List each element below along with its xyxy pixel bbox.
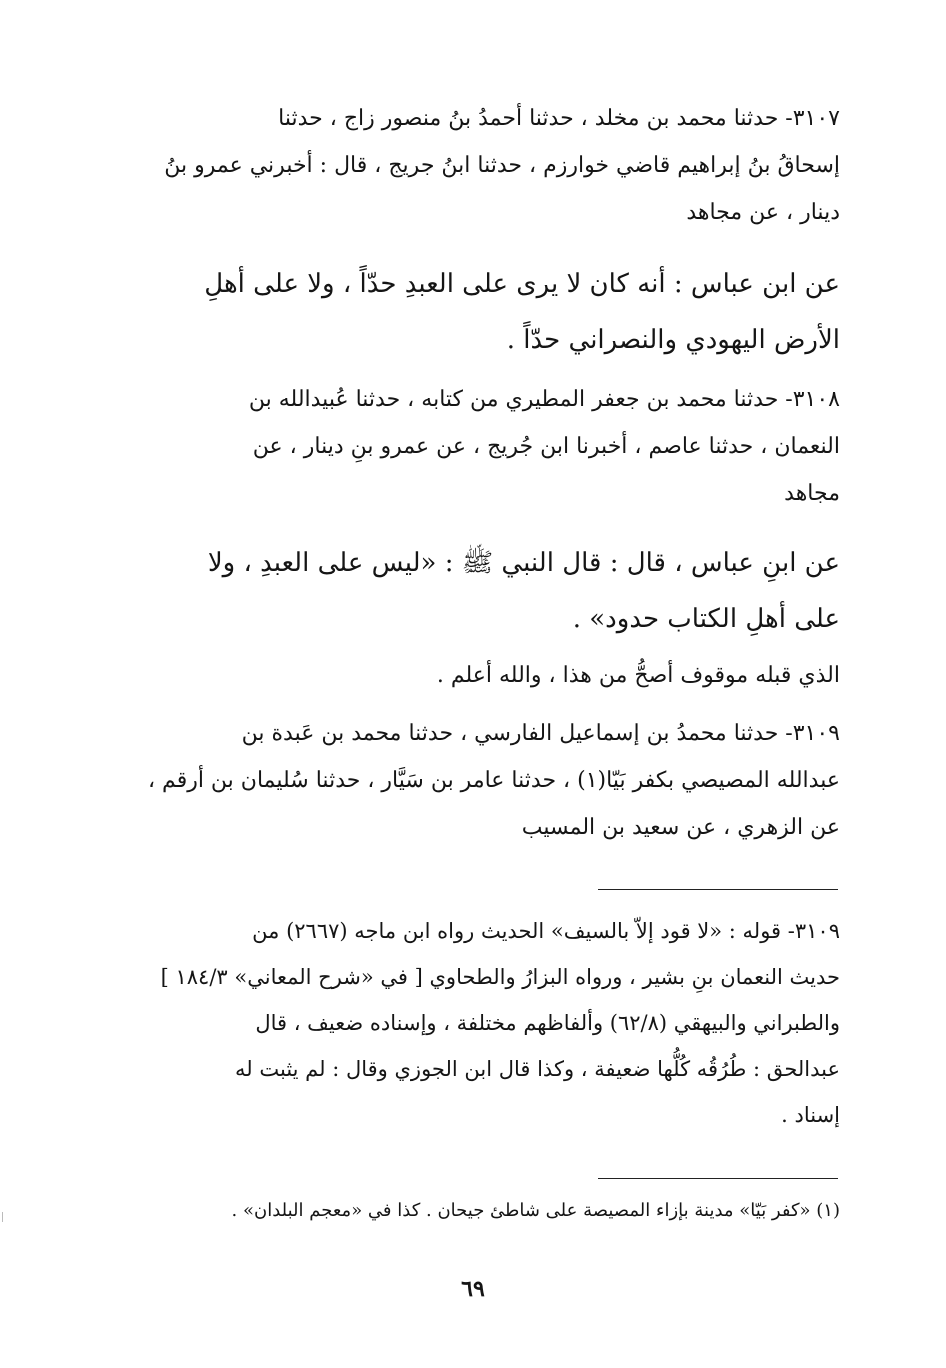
hadith-3108-matn xyxy=(128,535,840,647)
text-line: الذي قبله موقوف أصحُّ من هذا ، والله أعلم . xyxy=(436,663,840,688)
text-line: الأرض اليهودي والنصراني حدّاً . xyxy=(506,325,840,355)
text-line: عن الزهري ، عن سعيد بن المسيب xyxy=(521,815,840,840)
hadith-3108-isnad xyxy=(128,376,840,517)
text-line: ٣١٠٩- قوله : «لا قود إلاّ بالسيف» الحديث رواه ابن ماجه (٢٦٦٧) من xyxy=(252,919,840,943)
hadith-3107-matn xyxy=(128,256,840,368)
commentary-separator xyxy=(598,889,838,890)
text-line: والطبراني والبيهقي (٦٢/٨) وألفاظهم مختلفة ، وإسناده ضعيف ، قال xyxy=(255,1011,840,1035)
footnote xyxy=(128,1196,840,1226)
text-line: عن ابنِ عباس ، قال : قال النبي ﷺ : «ليس على العبدِ ، ولا xyxy=(207,548,840,578)
commentary-3109 xyxy=(128,908,840,1138)
hadith-3107-isnad xyxy=(128,95,840,236)
text-line: إسحاقُ بنُ إبراهيم قاضي خوارزم ، حدثنا ابنُ جريج ، قال : أخبرني عمرو بنُ xyxy=(164,153,840,178)
text-line: النعمان ، حدثنا عاصم ، أخبرنا ابن جُريج ، عن عمرو بنِ دينار ، عن xyxy=(252,434,840,459)
text-line: عن ابن عباس : أنه كان لا يرى على العبدِ حدّاً ، ولا على أهلِ xyxy=(204,269,840,299)
text-line: دينار ، عن مجاهد xyxy=(686,200,840,225)
text-line: ٣١٠٩- حدثنا محمدُ بن إسماعيل الفارسي ، حدثنا محمد بن عَبدة بن xyxy=(241,721,840,746)
text-line: ٣١٠٧- حدثنا محمد بن مخلد ، حدثنا أحمدُ بنُ منصور زاج ، حدثنا xyxy=(278,106,840,131)
footnote-text: (١) «كفر بَيّا» مدينة بإزاء المصيصة على شاطئ جيحان . كذا في «معجم البلدان» . xyxy=(231,1200,840,1221)
text-line: إسناد . xyxy=(781,1103,840,1127)
text-line: حديث النعمان بنِ بشير ، ورواه البزارُ والطحاوي [ في «شرح المعاني» ١٨٤/٣ ] xyxy=(160,965,840,989)
text-line: على أهلِ الكتاب حدود» . xyxy=(572,604,840,634)
text-line: عبدالحق : طُرُقُه كُلُّها ضعيفة ، وكذا قال ابن الجوزي وقال : لم يثبت له xyxy=(235,1057,840,1081)
hadith-3108-note xyxy=(128,652,840,699)
text-line: ٣١٠٨- حدثنا محمد بن جعفر المطيري من كتابه ، حدثنا عُبيدالله بن xyxy=(248,387,840,412)
margin-mark xyxy=(2,1212,11,1222)
footnote-separator xyxy=(598,1178,838,1179)
text-line: مجاهد xyxy=(784,481,840,506)
page-number: ٦٩ xyxy=(461,1276,485,1302)
text-line: عبدالله المصيصي بكفر بَيّا(١) ، حدثنا عامر بن سَيَّار ، حدثنا سُليمان بن أرقم ، xyxy=(147,768,840,793)
hadith-3109-isnad xyxy=(128,710,840,851)
